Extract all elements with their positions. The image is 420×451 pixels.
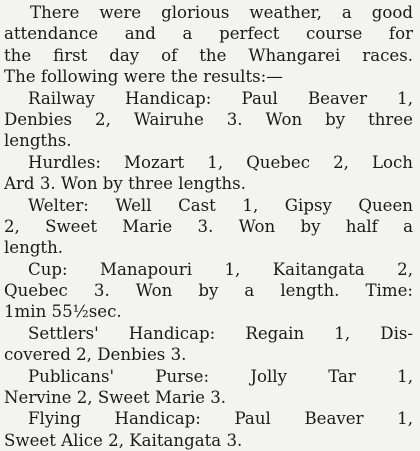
race-result-line: Nervine 2, Sweet Marie 3.: [4, 388, 227, 408]
race-result-line: 2, Sweet Marie 3. Won by half a: [4, 216, 413, 236]
race-result-line: length.: [4, 238, 64, 258]
race-result-line: Quebec 3. Won by a length. Time:: [4, 281, 413, 301]
race-result-line: Cup: Manapouri 1, Kaitangata 2,: [28, 259, 413, 279]
race-result-line: Ard 3. Won by three lengths.: [4, 174, 246, 194]
text-line: attendance and a perfect course for: [4, 24, 413, 44]
text-line: There were glorious weather, a good: [30, 3, 413, 22]
text-line: The following were the results:—: [4, 67, 283, 87]
race-result-line: Publicans' Purse: Jolly Tar 1,: [28, 366, 413, 386]
race-result-line: lengths.: [4, 131, 72, 151]
race-result-line: Denbies 2, Wairuhe 3. Won by three: [4, 109, 413, 129]
race-result-line: covered 2, Denbies 3.: [4, 345, 187, 365]
race-result-line: 1min 55½sec.: [4, 302, 122, 322]
race-result-line: Railway Handicap: Paul Beaver 1,: [28, 88, 413, 108]
race-result-line: Settlers' Handicap: Regain 1, Dis-: [28, 323, 413, 343]
race-result-line: Welter: Well Cast 1, Gipsy Queen: [28, 195, 413, 215]
race-result-line: Flying Handicap: Paul Beaver 1,: [28, 409, 413, 429]
race-result-line: Hurdles: Mozart 1, Quebec 2, Loch: [28, 152, 413, 172]
race-result-line: Sweet Alice 2, Kaitangata 3.: [4, 430, 243, 450]
text-line: the first day of the Whangarei races.: [4, 45, 413, 65]
